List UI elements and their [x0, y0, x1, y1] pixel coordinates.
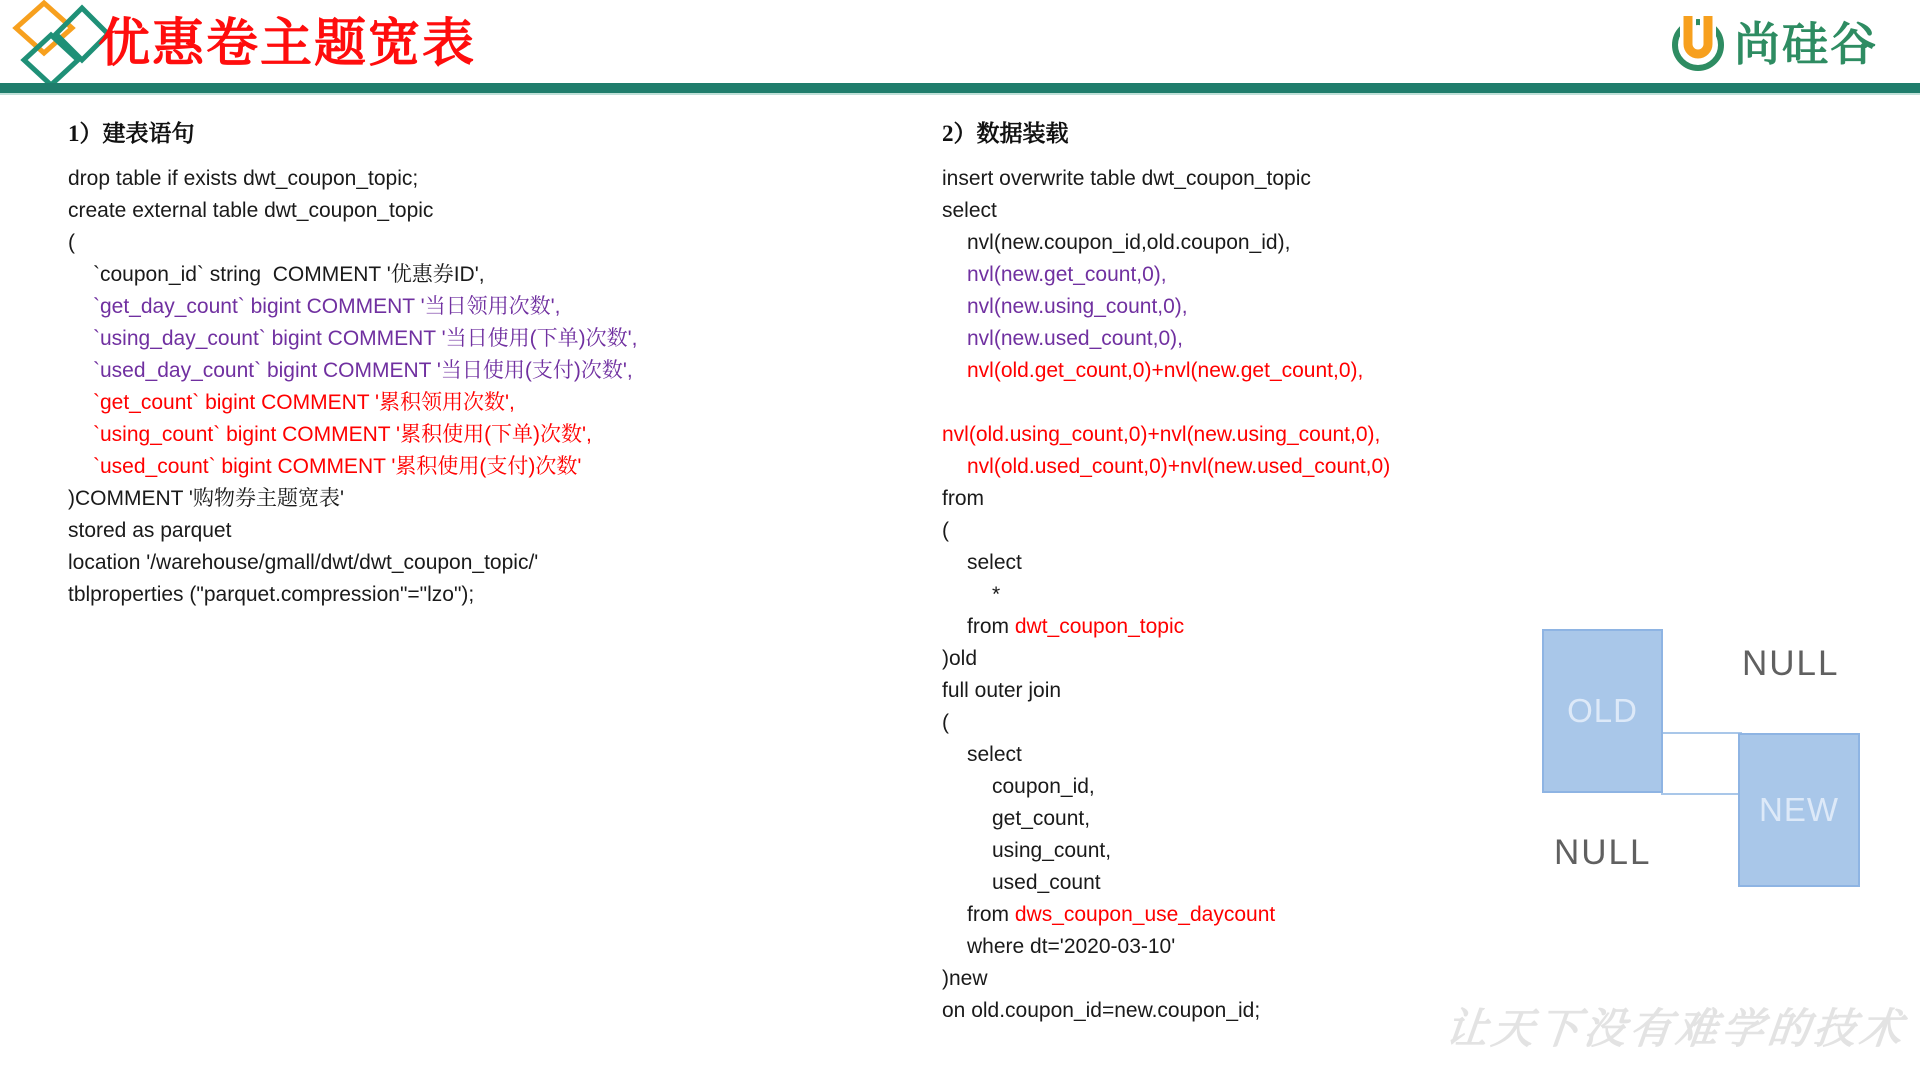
- code-segment: nvl(new.using_count,0),: [967, 295, 1188, 318]
- brand-name: 尚硅谷: [1734, 17, 1878, 70]
- code-line: [942, 163, 1592, 195]
- code-segment: nvl(new.get_count,0),: [967, 263, 1167, 286]
- code-line: [942, 227, 1592, 259]
- code-segment: `coupon_id` string COMMENT '优惠券ID',: [93, 263, 485, 286]
- code-segment: `used_day_count` bigint COMMENT '当日使用(支付)次数',: [93, 359, 633, 382]
- code-line: [942, 387, 1592, 419]
- code-line: [942, 451, 1592, 483]
- code-line: [68, 451, 908, 483]
- code-line: [942, 867, 1592, 899]
- code-segment: nvl(old.get_count,0)+nvl(new.get_count,0),: [967, 359, 1364, 382]
- code-line: [942, 771, 1592, 803]
- code-segment: using_count,: [992, 839, 1112, 862]
- code-segment: dws_coupon_use_daycount: [1014, 903, 1276, 926]
- code-line: [68, 483, 908, 515]
- code-segment: get_count,: [992, 807, 1091, 830]
- code-segment: dwt_coupon_topic: [1014, 615, 1185, 638]
- null-label-bottom: NULL: [1554, 833, 1652, 872]
- code-segment: used_count: [992, 871, 1101, 894]
- code-line: [942, 835, 1592, 867]
- code-segment: )old: [942, 647, 978, 670]
- code-segment: nvl(old.used_count,0)+nvl(new.used_count,0): [967, 455, 1391, 478]
- code-segment: nvl(old.using_count,0)+nvl(new.using_count,0),: [942, 423, 1381, 446]
- null-label-top: NULL: [1742, 644, 1840, 683]
- brand-logo: [1668, 8, 1878, 79]
- code-segment: coupon_id,: [992, 775, 1095, 798]
- code-segment: on old.coupon_id=new.coupon_id;: [942, 999, 1261, 1022]
- code-segment: )COMMENT '购物券主题宽表': [68, 487, 344, 510]
- code-segment: (: [68, 231, 75, 254]
- code-segment: *: [992, 583, 1001, 606]
- code-segment: drop table if exists dwt_coupon_topic;: [68, 167, 419, 190]
- watermark-slogan: 让天下没有难学的技术: [1443, 1004, 1909, 1053]
- code-segment: `get_count` bigint COMMENT '累积领用次数',: [93, 391, 515, 414]
- code-line: [68, 323, 908, 355]
- code-segment: nvl(new.coupon_id,old.coupon_id),: [967, 231, 1291, 254]
- code-line: [942, 323, 1592, 355]
- code-line: [942, 707, 1592, 739]
- code-segment: (: [942, 711, 949, 734]
- code-line: [942, 643, 1592, 675]
- old-table-box: [1542, 629, 1663, 793]
- page-title: 优惠卷主题宽表: [98, 15, 477, 73]
- brand-ring-u-icon: [1668, 8, 1728, 79]
- code-line: [68, 419, 908, 451]
- code-line: [68, 259, 908, 291]
- code-line: [942, 675, 1592, 707]
- code-line: [942, 547, 1592, 579]
- code-segment: `used_count` bigint COMMENT '累积使用(支付)次数': [93, 455, 582, 478]
- code-line: [942, 195, 1592, 227]
- code-line: [942, 579, 1592, 611]
- code-line: [68, 195, 908, 227]
- code-line: [942, 291, 1592, 323]
- code-line: [68, 547, 908, 579]
- code-segment: insert overwrite table dwt_coupon_topic: [942, 167, 1311, 190]
- code-segment: from: [967, 615, 1015, 638]
- new-table-box: [1738, 733, 1860, 887]
- code-line: [68, 355, 908, 387]
- code-line: [942, 483, 1592, 515]
- code-segment: )new: [942, 967, 988, 990]
- code-segment: nvl(new.used_count,0),: [967, 327, 1183, 350]
- join-overlap-box: [1661, 732, 1742, 795]
- code-segment: select: [942, 199, 997, 222]
- code-segment: `get_day_count` bigint COMMENT '当日领用次数',: [93, 295, 561, 318]
- code-line: [942, 899, 1592, 931]
- code-segment: select: [967, 743, 1022, 766]
- code-line: [942, 355, 1592, 387]
- header-divider-bar: [0, 83, 1920, 95]
- create-table-section: [68, 118, 908, 611]
- code-line: [942, 963, 1592, 995]
- code-line: [942, 419, 1592, 451]
- code-line: [942, 803, 1592, 835]
- code-segment: select: [967, 551, 1022, 574]
- old-table-label: OLD: [1567, 692, 1638, 729]
- code-segment: tblproperties ("parquet.compression"="lzo");: [68, 583, 475, 606]
- code-segment: from: [967, 903, 1015, 926]
- code-line: [68, 579, 908, 611]
- code-segment: location '/warehouse/gmall/dwt/dwt_coupon_topic/': [68, 551, 539, 574]
- code-line: [942, 259, 1592, 291]
- code-segment: (: [942, 519, 949, 542]
- new-table-label: NEW: [1759, 791, 1839, 828]
- code-segment: `using_day_count` bigint COMMENT '当日使用(下单)次数',: [93, 327, 638, 350]
- code-segment: full outer join: [942, 679, 1062, 702]
- code-line: [68, 515, 908, 547]
- code-line: [68, 387, 908, 419]
- code-line: [942, 931, 1592, 963]
- code-line: [942, 739, 1592, 771]
- code-segment: `using_count` bigint COMMENT '累积使用(下单)次数',: [93, 423, 592, 446]
- code-line: [942, 515, 1592, 547]
- code-segment: from: [942, 487, 984, 510]
- data-load-section: [942, 118, 1592, 1027]
- code-line: [68, 163, 908, 195]
- code-line: [68, 227, 908, 259]
- code-segment: stored as parquet: [68, 519, 232, 542]
- section-heading: 2）数据装载: [942, 121, 1069, 146]
- code-segment: where dt='2020-03-10': [967, 935, 1176, 958]
- code-line: [68, 291, 908, 323]
- section-heading: 1）建表语句: [68, 121, 195, 146]
- code-segment: create external table dwt_coupon_topic: [68, 199, 434, 222]
- code-line: [942, 611, 1592, 643]
